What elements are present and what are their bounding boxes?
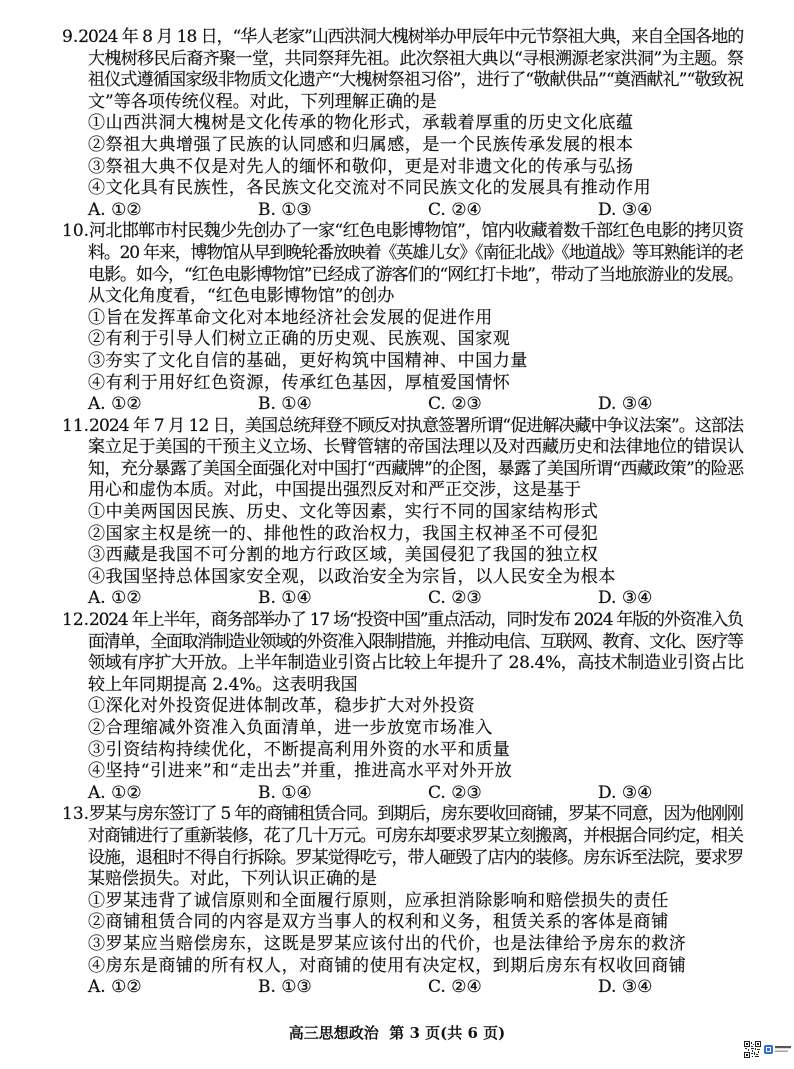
answer-choice-d: D. ③④ — [598, 394, 653, 415]
answer-choice-b: B. ①③ — [258, 199, 312, 220]
question-stem-line: 设施，退租时不得自行拆除。罗某觉得吃亏，带人砸毁了店内的装修。房东诉至法院，要求罗 — [88, 847, 743, 868]
question-stem-line: 面清单，全面取消制造业领域的外资准入限制措施，并推动电信、互联网、教育、文化、医疗等 — [88, 631, 743, 652]
answer-choice-c: C. ②③ — [428, 782, 482, 803]
option-item: ①中美两国因民族、历史、文化等因素，实行不同的国家结构形式 — [88, 502, 599, 523]
option-item: ②国家主权是统一的、排他性的政治权力，我国主权神圣不可侵犯 — [88, 523, 599, 544]
answer-choice-b: B. ①④ — [258, 588, 312, 609]
answer-choice-d: D. ③④ — [598, 782, 653, 803]
answer-choice-b: B. ①③ — [258, 977, 312, 998]
answer-choice-d: D. ③④ — [598, 588, 653, 609]
answer-choices — [88, 200, 744, 222]
option-item: ③西藏是我国不可分割的地方行政区域，美国侵犯了我国的独立权 — [88, 545, 599, 566]
question-12 — [62, 610, 744, 804]
question-stem-line: 罗某与房东签订了 5 年的商铺租赁合同。到期后，房东要收回商铺，罗某不同意，因为他刚刚 — [89, 804, 743, 825]
question-first-line — [62, 27, 744, 49]
question-stem-line: 河北邯郸市村民魏少先创办了一家“红色电影博物馆”，馆内收藏着数千部红色电影的拷贝资 — [89, 221, 744, 242]
question-number: 13. — [62, 804, 90, 825]
question-stem-line: 电影。如今，“红色电影博物馆”已经成了游客们的“网红打卡地”，带动了当地旅游业的发展。 — [88, 264, 744, 285]
answer-choice-d: D. ③④ — [598, 199, 653, 220]
answer-choice-a: A. ①② — [88, 977, 142, 998]
option-item: ④我国坚持总体国家安全观，以政治安全为宗旨，以人民安全为根本 — [88, 566, 616, 587]
answer-choice-c: C. ②③ — [428, 394, 482, 415]
question-stem-line: 某赔偿损失。对此，下列认识正确的是 — [88, 869, 377, 890]
question-number: 10. — [62, 221, 90, 242]
question-first-line — [62, 221, 744, 243]
page-footer: 高三思想政治 第 3 页(共 6 页) — [288, 1024, 506, 1042]
question-stem-line: 大槐树移民后裔齐聚一堂，共同祭拜先祖。此次祭祖大典以“寻根溯源老家洪洞”为主题。祭 — [88, 48, 744, 69]
question-stem-line: 知，充分暴露了美国全面强化对中国打“西藏牌”的企图，暴露了美国所谓“西藏政策”的险恶 — [88, 458, 744, 479]
question-number: 12. — [62, 610, 90, 631]
question-stem-line: 2024 年 7 月 12 日，美国总统拜登不顾反对执意签署所谓“促进解决藏中争议法案”。这部法 — [89, 415, 744, 436]
answer-choice-c: C. ②③ — [428, 588, 482, 609]
answer-choice-c: C. ②④ — [428, 977, 482, 998]
question-number: 9. — [62, 27, 79, 47]
option-item: ④文化具有民族性，各民族文化交流对不同民族文化的发展具有推动作用 — [88, 178, 652, 199]
question-stem-line: 祖仪式遵循国家级非物质文化遗产“大槐树祭祖习俗”，进行了“敬献供品”“奠酒献礼”“敬致祝 — [88, 70, 744, 91]
option-item: ②有利于引导人们树立正确的历史观、民族观、国家观 — [88, 329, 511, 350]
answer-choices — [88, 394, 744, 416]
question-first-line — [62, 804, 744, 826]
option-item: ④有利于用好红色资源，传承红色基因，厚植爱国情怀 — [88, 372, 511, 393]
question-stem-line: 对商铺进行了重新装修，花了几十万元。可房东却要求罗某立刻搬离，并根据合同约定，相关 — [88, 825, 743, 846]
option-item: ④坚持“引进来”和“走出去”并重，推进高水平对外开放 — [88, 761, 513, 782]
question-10 — [62, 221, 744, 415]
option-item: ③罗某应当赔偿房东，这既是罗某应该付出的代价，也是法律给予房东的救济 — [88, 933, 687, 954]
option-item: ①旨在发挥革命文化对本地经济社会发展的促进作用 — [88, 307, 493, 328]
question-stem-line: 领域有序扩大开放。上半年制造业引资占比较上年提升了 28.4%，高技术制造业引资占比 — [88, 653, 744, 674]
option-item: ②合理缩减外资准入负面清单，进一步放宽市场准入 — [88, 718, 493, 738]
option-item: ③引资结构持续优化，不断提高利用外资的水平和质量 — [88, 739, 511, 760]
answer-choice-a: A. ①② — [88, 199, 142, 220]
option-item: ②商铺租赁合同的内容是双方当事人的权利和义务，租赁关系的客体是商铺 — [88, 912, 669, 933]
exam-page — [62, 27, 744, 999]
question-stem-line: 较上年同期提高 2.4%。这表明我国 — [88, 674, 358, 695]
scanner-logo-icon — [764, 1044, 792, 1056]
question-13 — [62, 804, 744, 998]
question-stem-line: 料。20 年来，博物馆从早到晚轮番放映着《英雄儿女》《南征北战》《地道战》等耳熟能详的老 — [88, 242, 743, 263]
answer-choices — [88, 977, 744, 999]
answer-choice-d: D. ③④ — [598, 977, 653, 998]
question-first-line — [62, 416, 744, 438]
question-stem-line: 用心和虚伪本质。对此，中国提出强烈反对和严正交涉，这是基于 — [88, 480, 581, 501]
answer-choices — [88, 783, 744, 805]
question-stem-line: 2024 年 8 月 18 日，“华人老家”山西洪洞大槐树举办甲辰年中元节祭祖大典，来自全国各地的 — [78, 27, 744, 47]
question-11 — [62, 416, 744, 610]
answer-choice-a: A. ①② — [88, 394, 142, 415]
answer-choices — [88, 588, 744, 610]
answer-choice-b: B. ①④ — [258, 394, 312, 415]
question-9 — [62, 27, 744, 221]
qr-code-icon — [744, 1041, 761, 1058]
question-first-line — [62, 610, 744, 632]
question-number: 11. — [62, 415, 90, 436]
question-stem-line: 2024 年上半年，商务部举办了 17 场“投资中国”重点活动，同时发布 2024 年版的外资准入负 — [89, 610, 743, 631]
option-item: ①罗某违背了诚信原则和全面履行原则，应承担消除影响和赔偿损失的责任 — [88, 890, 669, 911]
answer-choice-a: A. ①② — [88, 782, 142, 803]
option-item: ③夯实了文化自信的基础，更好构筑中国精神、中国力量 — [88, 350, 528, 371]
question-stem-line: 文”等各项传统仪程。对此，下列理解正确的是 — [88, 91, 437, 112]
question-stem-line: 从文化角度看，“红色电影博物馆”的创办 — [88, 286, 395, 307]
option-item: ①深化对外投资促进体制改革，稳步扩大对外投资 — [88, 696, 476, 717]
option-item: ③祭祖大典不仅是对先人的缅怀和敬仰，更是对非遗文化的传承与弘扬 — [88, 156, 634, 177]
answer-choice-b: B. ①④ — [258, 782, 312, 803]
answer-choice-c: C. ②④ — [428, 199, 482, 220]
option-item: ②祭祖大典增强了民族的认同感和归属感，是一个民族传承发展的根本 — [88, 134, 634, 155]
option-item: ④房东是商铺的所有权人，对商铺的使用有决定权，到期后房东有权收回商铺 — [88, 955, 687, 976]
question-stem-line: 案立足于美国的干预主义立场、长臂管辖的帝国法理以及对西藏历史和法律地位的错误认 — [88, 437, 744, 458]
answer-choice-a: A. ①② — [88, 588, 142, 609]
option-item: ①山西洪洞大槐树是文化传承的物化形式，承载着厚重的历史文化底蕴 — [88, 113, 634, 134]
